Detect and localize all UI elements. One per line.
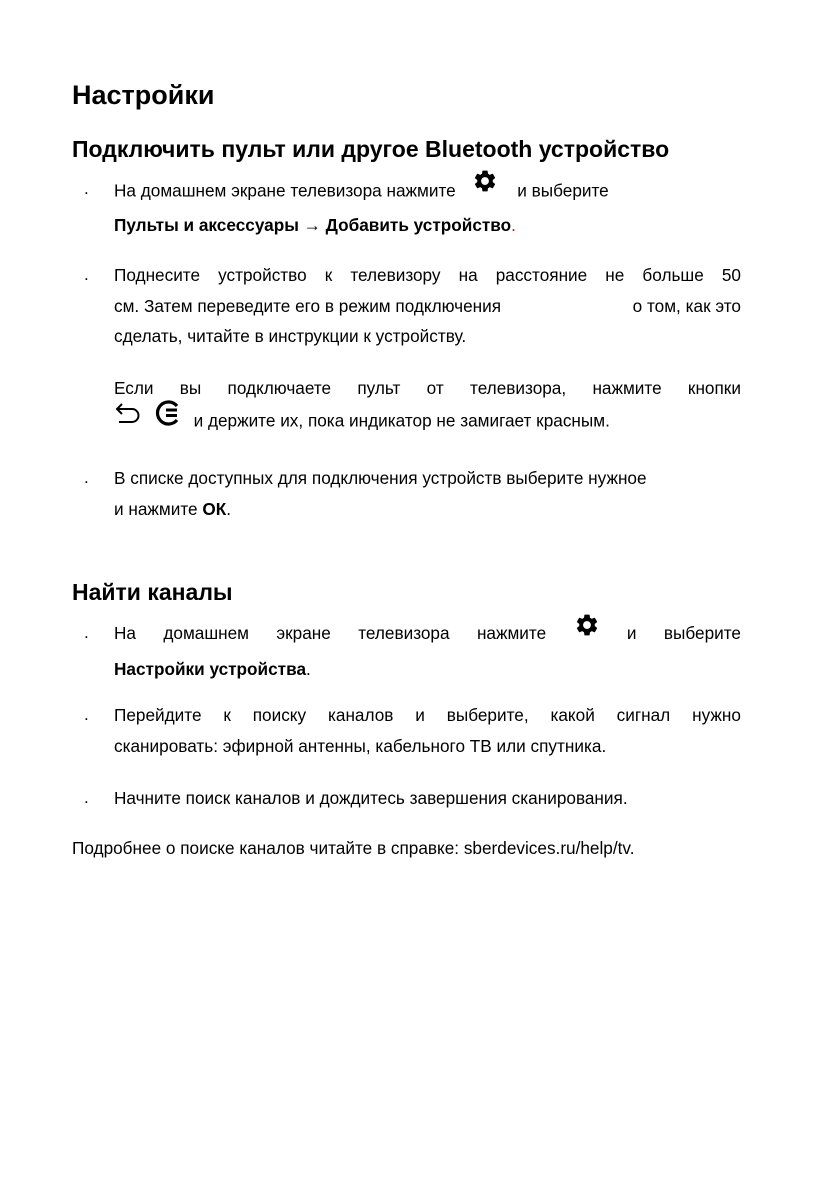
ok-button-label: ОК xyxy=(202,498,227,519)
bullet: . xyxy=(84,788,89,807)
help-footer: Подробнее о поиске каналов читайте в справке: sberdevices.ru/help/tv. xyxy=(72,838,635,858)
bullet: . xyxy=(84,468,89,487)
bullet: . xyxy=(84,265,89,284)
step-line: см. Затем переведите его в режим подключения о том, как это xyxy=(114,295,741,316)
gear-icon xyxy=(472,168,498,204)
menu-path-device-settings: Настройки устройства xyxy=(114,658,306,679)
step-line: сканировать: эфирной антенны, кабельного ТВ или спутника. xyxy=(114,735,607,756)
note-line: и держите их, пока индикатор не замигает красным. xyxy=(114,404,741,440)
step-line: Начните поиск каналов и дождитесь завершения сканирования. xyxy=(114,788,628,808)
gear-icon xyxy=(574,612,600,648)
note-line: Если вы подключаете пульт от телевизора, нажмите кнопки xyxy=(114,378,741,398)
step-line: На домашнем экране телевизора нажмите и выберите xyxy=(114,618,741,654)
step-line: сделать, читайте в инструкции к устройству. xyxy=(114,326,467,346)
step-line: Перейдите к поиску каналов и выберите, какой сигнал нужно xyxy=(114,705,741,725)
step-line: и нажмите ОК. xyxy=(114,498,232,519)
section-heading-channels: Найти каналы xyxy=(72,579,233,605)
menu-path-remotes: Пульты и аксессуары xyxy=(114,214,299,235)
menu-path-add-device: Добавить устройство xyxy=(325,214,512,235)
bullet: . xyxy=(84,705,89,724)
section-heading-bluetooth: Подключить пульт или другое Bluetooth устройство xyxy=(72,136,670,162)
page-title: Настройки xyxy=(72,80,215,110)
arrow-icon: → xyxy=(303,214,321,235)
step-line: В списке доступных для подключения устройств выберите нужное xyxy=(114,468,647,488)
bullet: . xyxy=(84,623,89,642)
end-dot: . xyxy=(511,214,516,235)
step-text: На домашнем экране телевизора нажмите xyxy=(114,180,456,201)
sber-icon xyxy=(151,400,181,436)
step-line: Настройки устройства. xyxy=(114,658,311,679)
back-icon xyxy=(114,401,144,435)
step-text: и выберите xyxy=(517,180,609,201)
step-line: Поднесите устройство к телевизору на расстояние не больше 50 xyxy=(114,265,741,285)
bullet: . xyxy=(84,179,89,198)
